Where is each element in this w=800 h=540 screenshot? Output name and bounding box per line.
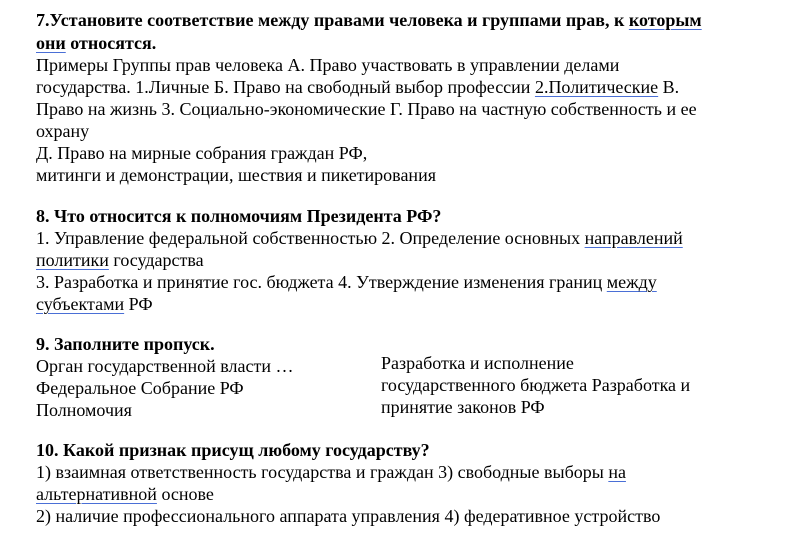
q7-line-6: митинги и демонстрации, шествия и пикетирования — [36, 165, 436, 185]
q8-line-4: субъектами РФ — [36, 294, 153, 314]
q8-underlined-word-3: между — [606, 272, 657, 292]
q7-title-underlined-word-2: они — [36, 33, 66, 53]
q7-underlined-word: 2.Политические — [534, 77, 659, 97]
q10-title: 10. Какой признак присущ любому государству? — [36, 440, 430, 460]
q8-underlined-word-4: субъектами — [36, 294, 125, 314]
q7-line-1: Примеры Группы прав человека А. Право участвовать в управлении делами — [36, 55, 620, 75]
q9-title: 9. Заполните пропуск. — [36, 334, 215, 354]
q7-line-2: государства. 1.Личные Б. Право на свободный выбор профессии 2.Политические В. — [36, 77, 680, 97]
q9-left-line-1: Орган государственной власти … — [36, 356, 294, 376]
q8-line-3: 3. Разработка и принятие гос. бюджета 4. Утверждение изменения границ между — [36, 272, 657, 292]
q7-title-underlined-word: которым — [628, 10, 702, 30]
q10-line-3: 2) наличие профессионального аппарата управления 4) федеративное устройство — [36, 506, 661, 526]
q7-title-cont: они относятся. — [36, 33, 157, 53]
q10-underlined-word-2: альтернативной — [36, 484, 157, 504]
q10-underlined-word: на — [608, 462, 626, 482]
q8-underlined-word-2: политики — [36, 250, 109, 270]
q7-title: 7.Установите соответствие между правами человека и группами прав, к которым — [36, 10, 702, 30]
q7-line-4: охрану — [36, 121, 90, 141]
q9-left-line-3: Полномочия — [36, 400, 132, 420]
q7-line-5: Д. Право на мирные собрания граждан РФ, — [36, 143, 368, 163]
q8-line-1: 1. Управление федеральной собственностью 2. Определение основных направлений — [36, 228, 683, 248]
q8-underlined-word: направлений — [584, 228, 683, 248]
q9-left-line-2: Федеральное Собрание РФ — [36, 378, 244, 398]
q10-line-2: альтернативной основе — [36, 484, 214, 504]
q9-right-line-2: государственного бюджета Разработка и — [381, 375, 691, 395]
q9-right-line-1: Разработка и исполнение — [381, 353, 574, 373]
q7-line-3: Право на жизнь 3. Социально-экономические Г. Право на частную собственность и ее — [36, 99, 697, 119]
q9-right-line-3: принятие законов РФ — [381, 397, 545, 417]
q10-line-1: 1) взаимная ответственность государства и граждан 3) свободные выборы на — [36, 462, 626, 482]
q8-line-2: политики государства — [36, 250, 204, 270]
q8-title: 8. Что относится к полномочиям Президента РФ? — [36, 206, 442, 226]
